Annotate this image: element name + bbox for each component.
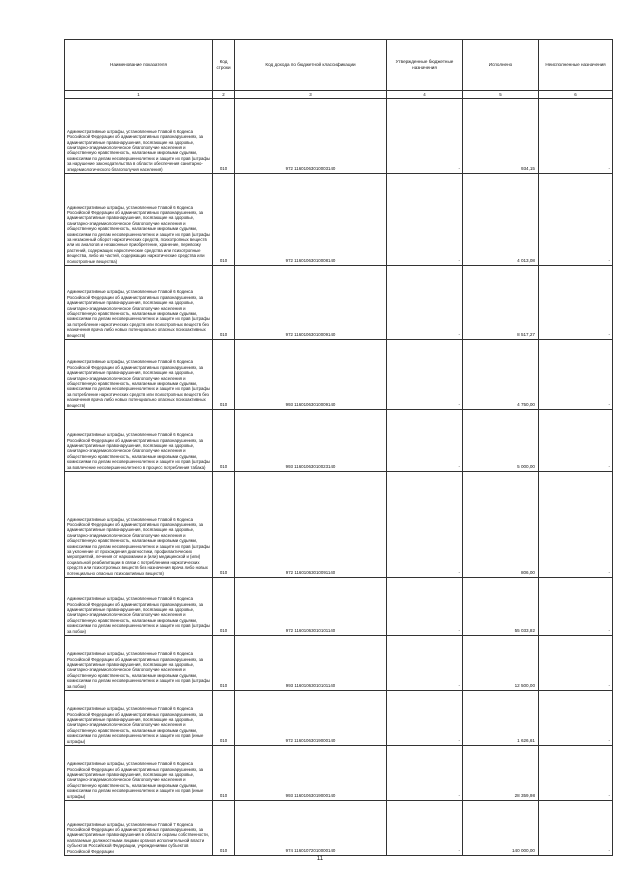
row-name-cell: Административные штрафы, установленные Главой 6 Кодекса Российской Федерации об административных правонарушениях, за административные правонарушения, посягающие на здоровье, санитарно-эпидемиологическое благополучие населения и общественную нравственность, налагаемые мировыми судьями, комиссиями по делам несовершеннолетних и защите их прав (штрафы за потребление наркотических средств или психотропных веществ без назначения врача либо новых потенциально опасных психоактивных веществ) (65, 340, 213, 410)
row-name-cell: Административные штрафы, установленные Главой 6 Кодекса Российской Федерации об административных правонарушениях, за административные правонарушения, посягающие на здоровье, санитарно-эпидемиологическое благополучие населения и общественную нравственность, налагаемые мировыми судьями, комиссиями по делам несовершеннолетних и защите их прав (штрафы за вовлечение несовершеннолетнего в процесс потребления табака) (65, 410, 213, 472)
row-approved-cell: - (387, 266, 463, 340)
row-approved-cell: - (387, 636, 463, 691)
row-code-cell: 010 (213, 340, 235, 410)
header-unexecuted: Неисполненные назначения (539, 40, 613, 91)
row-unexecuted-cell: - (539, 801, 613, 856)
column-number: 1 (65, 91, 213, 99)
row-unexecuted-cell: - (539, 410, 613, 472)
row-name-cell: Административные штрафы, установленные Главой 6 Кодекса Российской Федерации об административных правонарушениях, за административные правонарушения, посягающие на здоровье, санитарно-эпидемиологическое благополучие населения и общественную нравственность, налагаемые мировыми судьями, комиссиями по делам несовершеннолетних и защите их прав (штрафы за потребление наркотических средств или психотропных веществ без назначения врача либо новых потенциально опасных психоактивных веществ) (65, 266, 213, 340)
table-row (65, 472, 613, 578)
row-unexecuted-cell: - (539, 691, 613, 746)
row-kbk-cell: 972 11601063010009140 (235, 266, 387, 340)
row-unexecuted-cell: - (539, 266, 613, 340)
row-code-cell: 010 (213, 266, 235, 340)
row-executed-cell: 4 750,00 (463, 340, 539, 410)
row-executed-cell: 4 013,08 (463, 174, 539, 266)
column-number: 3 (235, 91, 387, 99)
column-number-row (65, 91, 613, 99)
table-row (65, 340, 613, 410)
table-row (65, 746, 613, 801)
column-number: 4 (387, 91, 463, 99)
row-kbk-cell: 974 11601072010000140 (235, 801, 387, 856)
row-approved-cell: - (387, 801, 463, 856)
row-approved-cell: - (387, 472, 463, 578)
row-code-cell: 010 (213, 691, 235, 746)
row-code-cell: 010 (213, 99, 235, 174)
column-number: 6 (539, 91, 613, 99)
row-kbk-cell: 972 11601063010008140 (235, 174, 387, 266)
row-kbk-cell: 972 11601063010091140 (235, 472, 387, 578)
row-code-cell: 010 (213, 472, 235, 578)
table-row (65, 174, 613, 266)
table-row (65, 410, 613, 472)
row-name-cell: Административные штрафы, установленные Главой 6 Кодекса Российской Федерации об административных правонарушениях, за административные правонарушения, посягающие на здоровье, санитарно-эпидемиологическое благополучие населения и общественную нравственность, налагаемые мировыми судьями, комиссиями по делам несовершеннолетних и защите их прав (штрафы за незаконный оборот наркотических средств, психотропных веществ или их аналогов и незаконные приобретение, хранение, перевозку растений, содержащих наркотические средства или психотропные вещества, либо их частей, содержащих наркотические средства или психотропные вещества) (65, 174, 213, 266)
row-approved-cell: - (387, 410, 463, 472)
row-kbk-cell: 993 11601063010023140 (235, 410, 387, 472)
row-name-cell: Административные штрафы, установленные Главой 6 Кодекса Российской Федерации об административных правонарушениях, за административные правонарушения, посягающие на здоровье, санитарно-эпидемиологическое благополучие населения и общественную нравственность, налагаемые мировыми судьями, комиссиями по делам несовершеннолетних и защите их прав (штрафы за уклонение от прохождения диагностики, профилактических мероприятий, лечения от наркомании и (или) медицинской и (или) социальной реабилитации в связи с потреблением наркотических средств или психотропных веществ без назначения врача либо новых потенциально опасных психоактивных веществ) (65, 472, 213, 578)
row-name-cell: Административные штрафы, установленные Главой 6 Кодекса Российской Федерации об административных правонарушениях, за административные правонарушения, посягающие на здоровье, санитарно-эпидемиологическое благополучие населения и общественную нравственность, налагаемые мировыми судьями, комиссиями по делам несовершеннолетних и защите их прав (штрафы за нарушение законодательства в области обеспечения санитарно-эпидемиологического благополучия населения) (65, 99, 213, 174)
header-executed: Исполнено (463, 40, 539, 91)
header-name: Наименование показателя (65, 40, 213, 91)
row-approved-cell: - (387, 99, 463, 174)
row-code-cell: 010 (213, 578, 235, 636)
row-executed-cell: 28 359,98 (463, 746, 539, 801)
table-row (65, 801, 613, 856)
row-unexecuted-cell: - (539, 99, 613, 174)
row-kbk-cell: 993 11601063010101140 (235, 636, 387, 691)
row-kbk-cell: 972 11601063010003140 (235, 99, 387, 174)
row-unexecuted-cell: - (539, 636, 613, 691)
row-name-cell: Административные штрафы, установленные Главой 6 Кодекса Российской Федерации об административных правонарушениях, за административные правонарушения, посягающие на здоровье, санитарно-эпидемиологическое благополучие населения и общественную нравственность, налагаемые мировыми судьями, комиссиями по делам несовершеннолетних и защите их прав (иные штрафы) (65, 691, 213, 746)
row-code-cell: 010 (213, 746, 235, 801)
row-kbk-cell: 993 11601063019000140 (235, 746, 387, 801)
row-approved-cell: - (387, 691, 463, 746)
row-unexecuted-cell: - (539, 472, 613, 578)
header-approved: Утвержденные бюджетные назначения (387, 40, 463, 91)
row-executed-cell: 8 517,27 (463, 266, 539, 340)
row-unexecuted-cell: - (539, 578, 613, 636)
column-number: 2 (213, 91, 235, 99)
row-executed-cell: 934,15 (463, 99, 539, 174)
row-name-cell: Административные штрафы, установленные Главой 6 Кодекса Российской Федерации об административных правонарушениях, за административные правонарушения, посягающие на здоровье, санитарно-эпидемиологическое благополучие населения и общественную нравственность, налагаемые мировыми судьями, комиссиями по делам несовершеннолетних и защите их прав (штрафы за побои) (65, 636, 213, 691)
table-row (65, 578, 613, 636)
report-sheet (64, 39, 612, 856)
row-unexecuted-cell: - (539, 174, 613, 266)
row-code-cell: 010 (213, 801, 235, 856)
table-row (65, 99, 613, 174)
row-approved-cell: - (387, 578, 463, 636)
column-number: 5 (463, 91, 539, 99)
row-executed-cell: 140 000,00 (463, 801, 539, 856)
table-row (65, 266, 613, 340)
row-executed-cell: 806,00 (463, 472, 539, 578)
row-approved-cell: - (387, 340, 463, 410)
row-code-cell: 010 (213, 174, 235, 266)
row-unexecuted-cell: - (539, 746, 613, 801)
row-executed-cell: 1 626,61 (463, 691, 539, 746)
row-kbk-cell: 972 11601063010101140 (235, 578, 387, 636)
row-kbk-cell: 972 11601063019000140 (235, 691, 387, 746)
row-approved-cell: - (387, 746, 463, 801)
row-executed-cell: 5 000,00 (463, 410, 539, 472)
page-number: 11 (316, 856, 324, 862)
row-code-cell: 010 (213, 636, 235, 691)
header-row (65, 40, 613, 91)
table-row (65, 691, 613, 746)
row-code-cell: 010 (213, 410, 235, 472)
header-code: Код строки (213, 40, 235, 91)
header-kbk: Код дохода по бюджетной классификации (235, 40, 387, 91)
row-executed-cell: 12 500,00 (463, 636, 539, 691)
row-name-cell: Административные штрафы, установленные Главой 7 Кодекса Российской Федерации об административных правонарушениях, за административные правонарушения в области охраны собственности, налагаемые должностными лицами органов исполнительной власти субъектов Российской Федерации, учреждениями субъектов Российской Федерации (65, 801, 213, 856)
income-table (64, 39, 613, 856)
row-name-cell: Административные штрафы, установленные Главой 6 Кодекса Российской Федерации об административных правонарушениях, за административные правонарушения, посягающие на здоровье, санитарно-эпидемиологическое благополучие населения и общественную нравственность, налагаемые мировыми судьями, комиссиями по делам несовершеннолетних и защите их прав (иные штрафы) (65, 746, 213, 801)
row-kbk-cell: 993 11601063010009140 (235, 340, 387, 410)
row-unexecuted-cell: - (539, 340, 613, 410)
row-approved-cell: - (387, 174, 463, 266)
row-name-cell: Административные штрафы, установленные Главой 6 Кодекса Российской Федерации об административных правонарушениях, за административные правонарушения, посягающие на здоровье, санитарно-эпидемиологическое благополучие населения и общественную нравственность, налагаемые мировыми судьями, комиссиями по делам несовершеннолетних и защите их прав (штрафы за побои) (65, 578, 213, 636)
table-row (65, 636, 613, 691)
row-executed-cell: 55 033,82 (463, 578, 539, 636)
